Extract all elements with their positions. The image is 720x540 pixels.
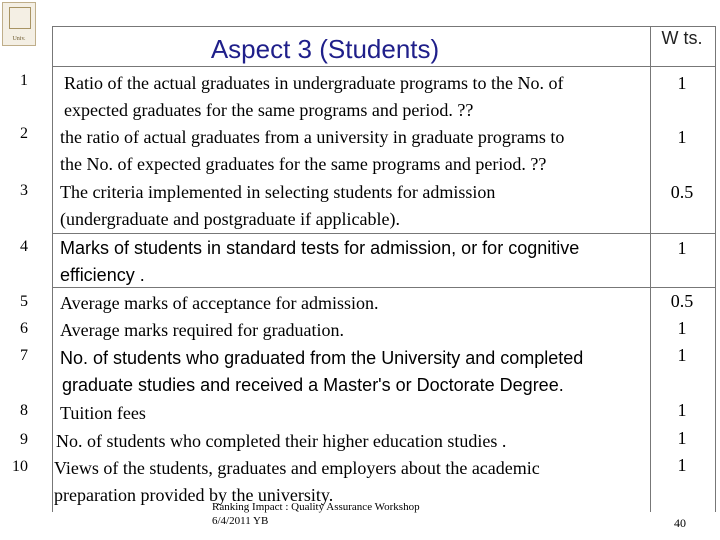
weight-value: 0.5 bbox=[670, 291, 694, 311]
criterion-line: No. of students who graduated from the University and completed bbox=[60, 348, 584, 368]
criterion-text bbox=[60, 345, 650, 399]
crest-icon bbox=[9, 7, 31, 29]
criterion-line: Average marks required for graduation. bbox=[60, 320, 345, 340]
weight-value: 1 bbox=[677, 400, 687, 420]
page-number: 40 bbox=[674, 516, 686, 530]
footer-date: 6/4/2011 YB bbox=[212, 515, 269, 527]
criterion-line: Tuition fees bbox=[60, 403, 146, 423]
weight-value: 1 bbox=[677, 318, 687, 338]
criterion-text bbox=[60, 317, 650, 344]
row-number: 8 bbox=[20, 402, 28, 419]
weights-header: W ts. bbox=[661, 28, 703, 48]
criterion-text bbox=[60, 235, 650, 289]
row-number: 9 bbox=[20, 431, 28, 448]
header-separator bbox=[52, 66, 715, 67]
weight-value: 1 bbox=[677, 455, 687, 475]
criterion-line: The criteria implemented in selecting students for admission bbox=[60, 182, 496, 202]
logo-caption: Univ. bbox=[12, 36, 26, 42]
table-top-border bbox=[52, 26, 715, 27]
row-number: 3 bbox=[20, 182, 28, 199]
weight-value: 1 bbox=[677, 238, 687, 258]
weight-value: 0.5 bbox=[670, 182, 694, 202]
criterion-line: No. of students who completed their higher education studies . bbox=[56, 431, 507, 451]
criterion-line: expected graduates for the same programs and period. ?? bbox=[64, 100, 474, 120]
criterion-text bbox=[60, 70, 650, 124]
weight-value: 1 bbox=[677, 127, 687, 147]
row-number: 2 bbox=[20, 125, 28, 142]
criterion-line: Average marks of acceptance for admission. bbox=[60, 293, 379, 313]
university-logo bbox=[2, 2, 36, 46]
weight-value: 1 bbox=[677, 428, 687, 448]
criterion-line: the ratio of actual graduates from a university in graduate programs to bbox=[60, 127, 565, 147]
criterion-line: efficiency . bbox=[60, 265, 145, 285]
criterion-line: Ratio of the actual graduates in undergraduate programs to the No. of bbox=[64, 73, 564, 93]
row-number: 6 bbox=[20, 320, 28, 337]
criterion-text bbox=[60, 400, 650, 427]
row-number: 1 bbox=[20, 72, 28, 89]
weight-value: 1 bbox=[677, 73, 687, 93]
row-separator-top bbox=[52, 233, 715, 234]
row-number: 10 bbox=[12, 458, 28, 475]
criterion-line: (undergraduate and postgraduate if applicable). bbox=[60, 209, 401, 229]
table-divider bbox=[650, 26, 651, 512]
weight-value: 1 bbox=[677, 345, 687, 365]
criterion-text bbox=[56, 428, 650, 455]
row-number: 4 bbox=[20, 238, 28, 255]
criterion-line: Views of the students, graduates and employers about the academic bbox=[54, 458, 540, 478]
footer-workshop: Ranking Impact : Quality Assurance Workshop bbox=[212, 501, 420, 513]
table-left-border bbox=[52, 26, 53, 512]
criterion-line: the No. of expected graduates for the same programs and period. ?? bbox=[60, 154, 547, 174]
slide-title: Aspect 3 (Students) bbox=[210, 34, 440, 64]
criterion-line: graduate studies and received a Master's or Doctorate Degree. bbox=[62, 375, 564, 395]
criterion-text bbox=[60, 290, 650, 317]
row-number: 7 bbox=[20, 347, 28, 364]
criterion-text bbox=[60, 124, 650, 178]
row-number: 5 bbox=[20, 293, 28, 310]
criterion-line: Marks of students in standard tests for admission, or for cognitive bbox=[60, 238, 580, 258]
criterion-text bbox=[60, 179, 650, 233]
criterion-line: preparation provided by the university. bbox=[54, 485, 334, 505]
table-right-border bbox=[715, 26, 716, 512]
